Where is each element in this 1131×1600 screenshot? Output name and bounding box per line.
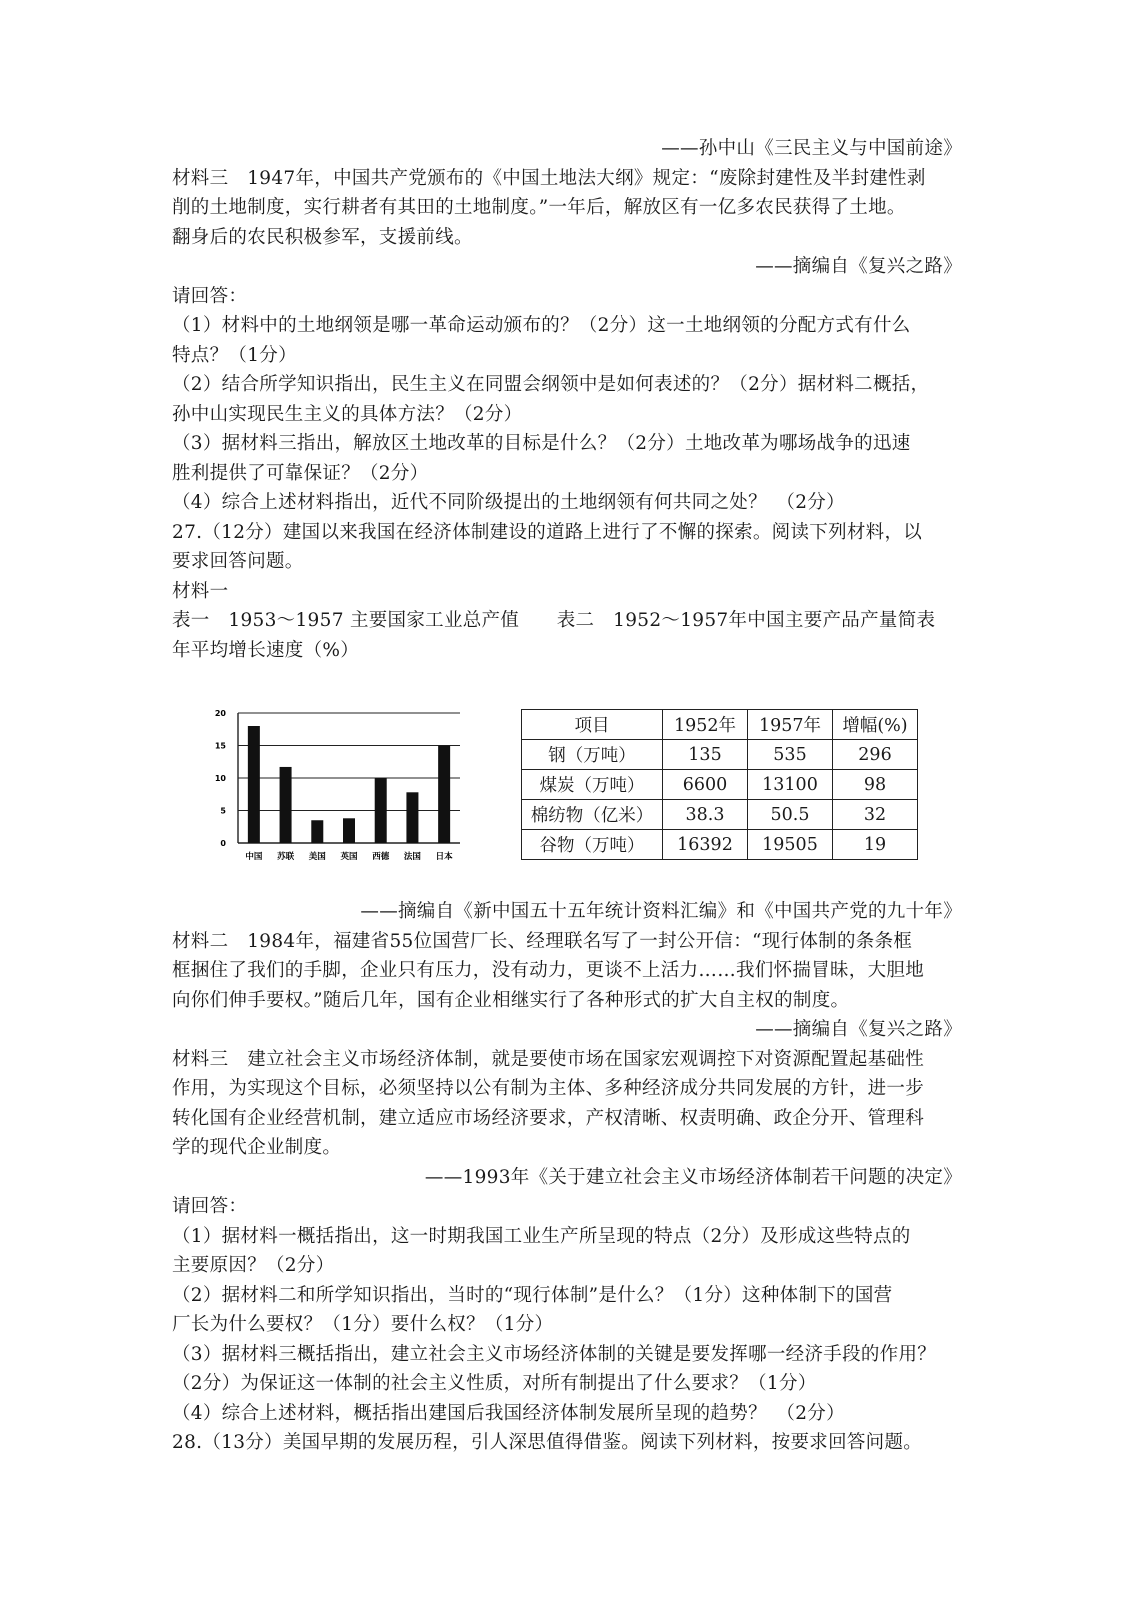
x-tick-label: 日本 (435, 852, 453, 862)
table-header-cell: 1957年 (748, 710, 833, 740)
question-line: （1）材料中的土地纲领是哪一革命运动颁布的？（2分）这一土地纲领的分配方式有什么 (172, 315, 911, 336)
bar-英国 (343, 818, 355, 843)
question-line: 特点？（1分） (172, 344, 297, 366)
table-cell: 38.3 (663, 800, 748, 830)
citation: ——摘编自《复兴之路》 (755, 1019, 962, 1040)
y-tick-label: 0 (220, 839, 226, 848)
prompt-label: 请回答： (172, 1196, 248, 1217)
citation: ——摘编自《复兴之路》 (755, 256, 962, 277)
question-27-stem: 要求回答问题。 (172, 551, 304, 572)
x-tick-label: 中国 (245, 852, 263, 862)
figure-area (172, 679, 962, 889)
table-cell: 16392 (663, 830, 748, 860)
x-tick-label: 法国 (403, 852, 421, 862)
question-line: （4）综合上述材料，概括指出建国后我国经济体制发展所呈现的趋势？ （2分） (172, 1402, 845, 1424)
material-line: 作用，为实现这个目标，必须坚持以公有制为主体、多种经济成分共同发展的方针，进一步 (172, 1078, 925, 1099)
material-line: 材料二 1984年，福建省55位国营厂长、经理联名写了一封公开信：“现行体制的条条框 (172, 930, 913, 952)
material-line: 削的土地制度，实行耕者有其田的土地制度。”一年后，解放区有一亿多农民获得了土地。 (172, 197, 906, 218)
table-header-cell: 项目 (522, 710, 663, 740)
question-line: （4）综合上述材料指出，近代不同阶级提出的土地纲领有何共同之处？ （2分） (172, 492, 845, 513)
table-row (522, 740, 918, 770)
question-line: 厂长为什么要权？（1分）要什么权？（1分） (172, 1314, 554, 1335)
material-label: 材料一 (172, 580, 229, 602)
table-cell: 13100 (748, 770, 833, 800)
material-line: 学的现代企业制度。 (172, 1137, 342, 1158)
y-tick-label: 10 (214, 774, 226, 783)
question-line: （2）结合所学知识指出，民生主义在同盟会纲领中是如何表述的？（2分）据材料二概括， (172, 374, 930, 395)
question-28-stem: 28.（13分）美国早期的发展历程，引人深思值得借鉴。阅读下列材料，按要求回答问题。 (172, 1432, 923, 1453)
bar-法国 (406, 792, 418, 843)
question-line: （1）据材料一概括指出，这一时期我国工业生产所呈现的特点（2分）及形成这些特点的 (172, 1225, 911, 1247)
material-line: 材料三 1947年，中国共产党颁布的《中国土地法大纲》规定：“废除封建性及半封建性剥 (172, 167, 926, 189)
y-tick-label: 20 (214, 709, 226, 718)
x-tick-label: 西德 (372, 852, 390, 862)
table-cell: 32 (833, 800, 918, 830)
question-line: （3）据材料三概括指出，建立社会主义市场经济体制的关键是要发挥哪一经济手段的作用？ (172, 1343, 937, 1365)
table-cell: 19505 (748, 830, 833, 860)
table-cell: 98 (833, 770, 918, 800)
citation: ——摘编自《新中国五十五年统计资料汇编》和《中国共产党的九十年》 (360, 901, 962, 922)
x-tick-label: 苏联 (277, 852, 295, 862)
table-row (522, 830, 918, 860)
production-table (521, 709, 918, 860)
table-header-row (522, 710, 918, 740)
question-27-stem: 27.（12分）建国以来我国在经济体制建设的道路上进行了不懈的探索。阅读下列材料，以 (172, 521, 923, 543)
table-cell: 296 (833, 740, 918, 770)
question-line: 孙中山实现民生主义的具体方法？（2分） (172, 403, 523, 425)
material-line: 向你们伸手要权。”随后几年，国有企业相继实行了各种形式的扩大自主权的制度。 (172, 989, 850, 1011)
table-cell: 19 (833, 830, 918, 860)
x-tick-label: 英国 (340, 852, 358, 862)
question-line: （2分）为保证这一体制的社会主义性质，对所有制提出了什么要求？（1分） (172, 1373, 817, 1394)
material-line: 框捆住了我们的手脚，企业只有压力，没有动力，更谈不上活力……我们怀揣冒昧，大胆地 (172, 960, 925, 981)
material-line: 材料三 建立社会主义市场经济体制，就是要使市场在国家宏观调控下对资源配置起基础性 (172, 1048, 925, 1070)
table-header-cell: 增幅(%) (833, 710, 918, 740)
bar-西德 (375, 778, 387, 843)
bar-苏联 (280, 767, 292, 843)
bar-中国 (248, 726, 260, 843)
table-row (522, 800, 918, 830)
exam-page (172, 134, 962, 1458)
citation: ——孙中山《三民主义与中国前途》 (661, 138, 962, 159)
y-tick-label: 5 (220, 806, 226, 816)
prompt-label: 请回答： (172, 285, 248, 307)
table-cell: 谷物（万吨） (522, 830, 663, 860)
question-line: 胜利提供了可靠保证？（2分） (172, 462, 429, 484)
table-cell: 6600 (663, 770, 748, 800)
table-titles: 表一 1953～1957 主要国家工业总产值 表二 1952～1957年中国主要产品产量简表 (172, 610, 936, 631)
citation: ——1993年《关于建立社会主义市场经济体制若干问题的决定》 (424, 1166, 962, 1188)
table-header-cell: 1952年 (663, 710, 748, 740)
material-line: 转化国有企业经营机制，建立适应市场经济要求，产权清晰、权责明确、政企分开、管理科 (172, 1107, 925, 1129)
table-cell: 135 (663, 740, 748, 770)
table-cell: 煤炭（万吨） (522, 770, 663, 800)
table-cell: 钢（万吨） (522, 740, 663, 770)
x-tick-label: 美国 (308, 852, 326, 862)
bar-日本 (438, 746, 450, 844)
table-cell: 535 (748, 740, 833, 770)
table-cell: 棉纺物（亿米） (522, 800, 663, 830)
material-line: 翻身后的农民积极参军，支援前线。 (172, 226, 473, 248)
table-row (522, 770, 918, 800)
y-tick-label: 15 (214, 741, 226, 751)
question-line: （3）据材料三指出，解放区土地改革的目标是什么？（2分）土地改革为哪场战争的迅速 (172, 433, 911, 454)
table-titles: 年平均增长速度（%） (172, 639, 360, 661)
question-line: （2）据材料二和所学知识指出，当时的“现行体制”是什么？（1分）这种体制下的国营 (172, 1284, 893, 1306)
growth-bar-chart (210, 705, 470, 895)
table-cell: 50.5 (748, 800, 833, 830)
question-line: 主要原因？（2分） (172, 1255, 335, 1276)
bar-美国 (311, 820, 323, 843)
